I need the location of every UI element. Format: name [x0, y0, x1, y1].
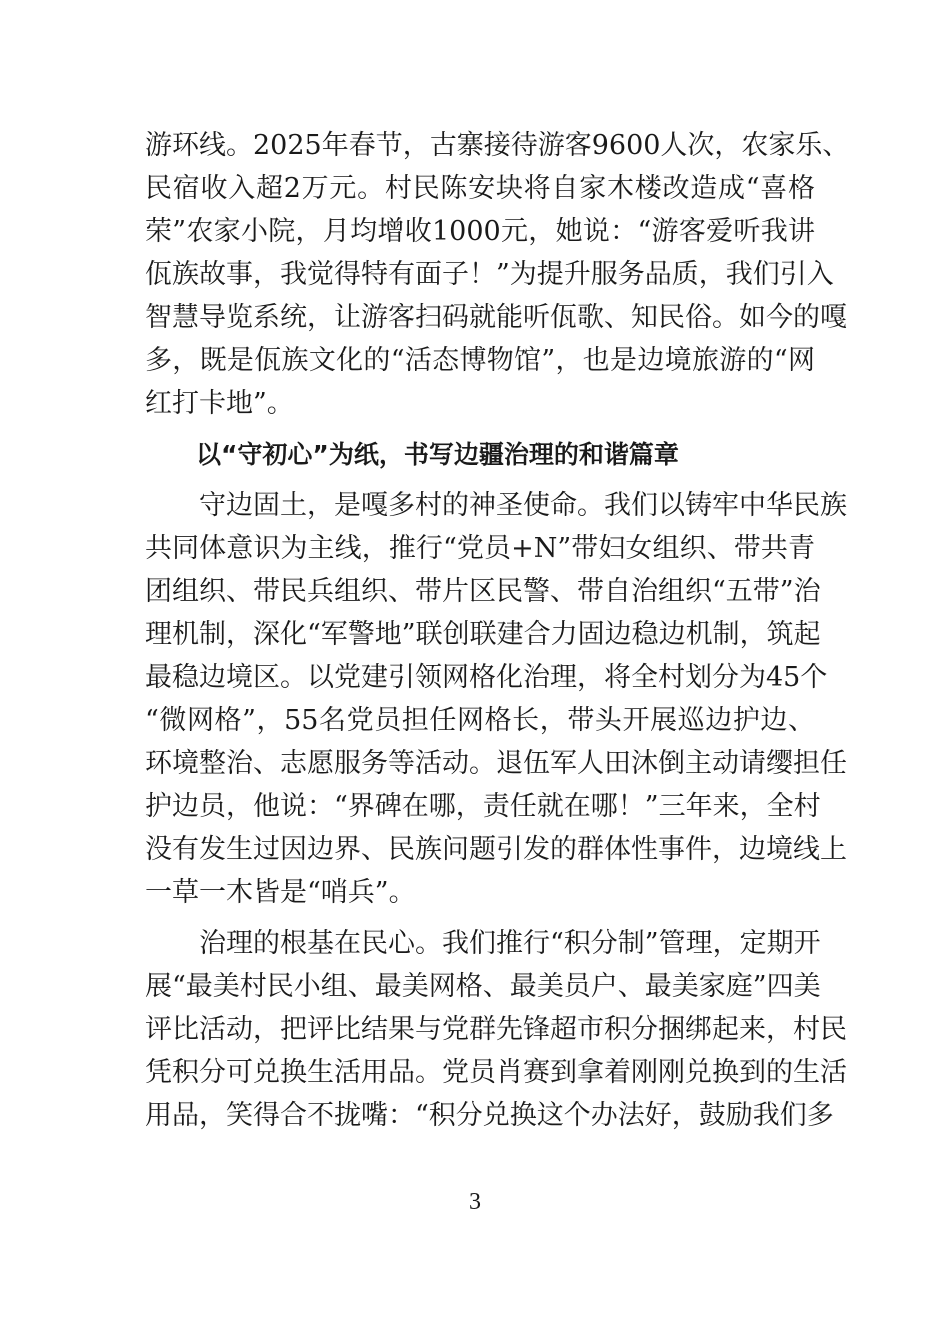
text-line: 游环线。2025年春节，古寨接待游客9600人次，农家乐、: [145, 130, 850, 161]
text-line: 共同体意识为主线，推行“党员+N”带妇女组织、带共青: [145, 533, 815, 564]
text-line: 守边固土，是嘎多村的神圣使命。我们以铸牢中华民族: [199, 490, 847, 521]
text-line: 民宿收入超2万元。村民陈安块将自家木楼改造成“喜格: [145, 173, 815, 204]
text-line: 多，既是佤族文化的“活态博物馆”，也是边境旅游的“网: [145, 345, 815, 376]
text-line: 最稳边境区。以党建引领网格化治理，将全村划分为45个: [145, 662, 828, 693]
text-line: “微网格”，55名党员担任网格长，带头开展巡边护边、: [145, 705, 815, 736]
text-line: 没有发生过因边界、民族问题引发的群体性事件，边境线上: [145, 834, 847, 865]
text-line: 一草一木皆是“哨兵”。: [145, 877, 416, 908]
text-line: 环境整治、志愿服务等活动。退伍军人田沐倒主动请缨担任: [145, 748, 847, 779]
text-line: 评比活动，把评比结果与党群先锋超市积分捆绑起来，村民: [145, 1014, 847, 1045]
page-number: 3: [469, 1189, 481, 1215]
text-line: 凭积分可兑换生活用品。党员肖赛到拿着刚刚兑换到的生活: [145, 1057, 847, 1088]
text-line: 荣”农家小院，月均增收1000元，她说：“游客爱听我讲: [145, 216, 815, 247]
text-line: 团组织、带民兵组织、带片区民警、带自治组织“五带”治: [145, 576, 821, 607]
text-line: 护边员，他说：“界碑在哪，责任就在哪！”三年来，全村: [145, 791, 821, 822]
text-line: 展“最美村民小组、最美网格、最美员户、最美家庭”四美: [145, 971, 821, 1002]
text-line: 智慧导览系统，让游客扫码就能听佤歌、知民俗。如今的嘎: [145, 302, 847, 333]
text-line: 用品，笑得合不拢嘴：“积分兑换这个办法好，鼓励我们多: [145, 1100, 834, 1131]
section-heading: 以“守初心”为纸，书写边疆治理的和谐篇章: [196, 440, 679, 469]
text-line: 红打卡地”。: [145, 388, 294, 419]
text-line: 治理的根基在民心。我们推行“积分制”管理，定期开: [199, 928, 821, 959]
text-line: 佤族故事，我觉得特有面子！”为提升服务品质，我们引入: [145, 259, 834, 290]
text-line: 理机制，深化“军警地”联创联建合力固边稳边机制，筑起: [145, 619, 821, 650]
